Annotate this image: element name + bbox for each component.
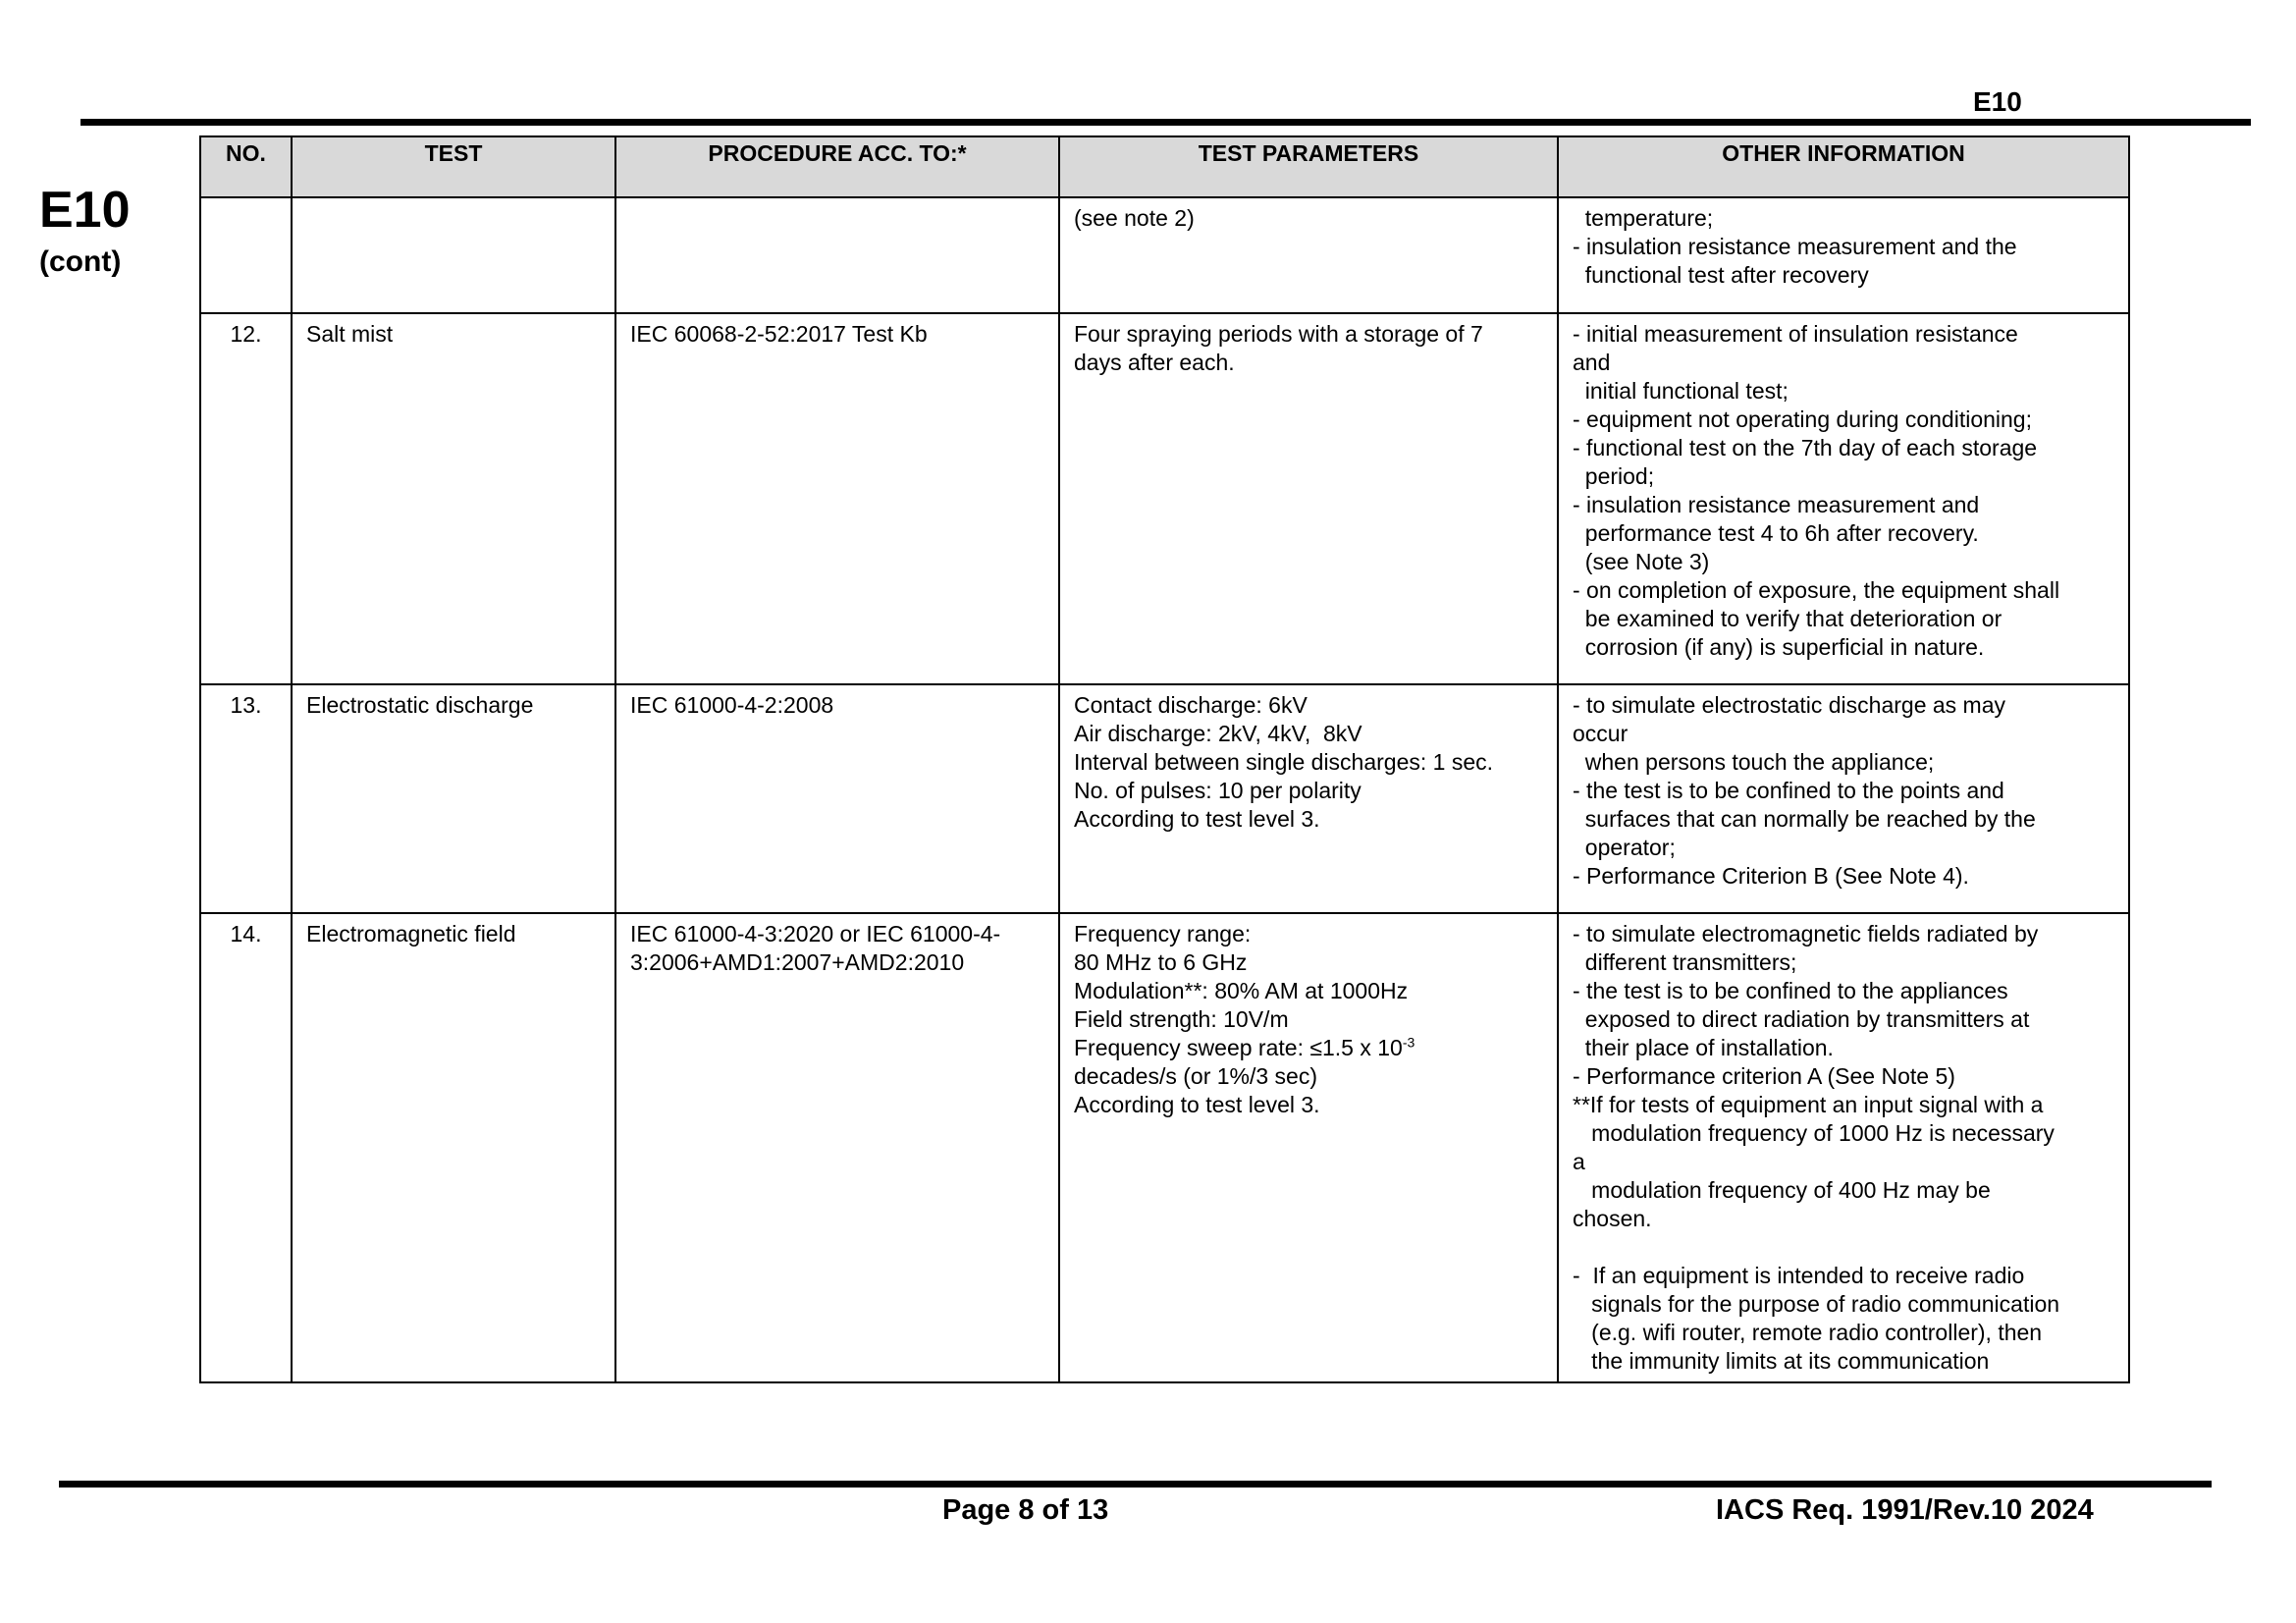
- info-line: - the test is to be confined to the appliances: [1573, 978, 2008, 1003]
- info-line: be examined to verify that deterioration or: [1573, 606, 2002, 631]
- parameter-line: days after each.: [1074, 350, 1235, 375]
- info-line: modulation frequency of 1000 Hz is necessary: [1573, 1120, 2055, 1146]
- info-line: - equipment not operating during conditioning;: [1573, 406, 2032, 432]
- info-line: - initial measurement of insulation resistance: [1573, 321, 2018, 347]
- info-line: - If an equipment is intended to receive radio: [1573, 1263, 2025, 1288]
- footer-rule: [59, 1481, 2212, 1488]
- cell-parameters: [1059, 197, 1558, 313]
- table-header-row: [200, 136, 2129, 197]
- info-line: - functional test on the 7th day of each storage: [1573, 435, 2038, 460]
- info-line: operator;: [1573, 835, 1676, 860]
- column-header-procedure: PROCEDURE ACC. TO:*: [615, 136, 1059, 197]
- table-row: [200, 913, 2129, 1382]
- cell-test: Salt mist: [292, 313, 615, 684]
- info-line: and: [1573, 350, 1611, 375]
- table-row: [200, 197, 2129, 313]
- sweep-rate-text: Frequency sweep rate: ≤1.5 x 10: [1074, 1035, 1403, 1060]
- info-line: signals for the purpose of radio communication: [1573, 1291, 2060, 1317]
- parameter-line: Field strength: 10V/m: [1074, 1006, 1289, 1032]
- side-document-code: E10: [39, 182, 131, 239]
- info-line: - insulation resistance measurement and: [1573, 492, 1980, 517]
- page-number: Page 8 of 13: [942, 1494, 1109, 1526]
- info-line: period;: [1573, 463, 1655, 489]
- info-line: initial functional test;: [1573, 378, 1789, 404]
- parameter-line: 80 MHz to 6 GHz: [1074, 949, 1248, 975]
- cell-procedure: [615, 197, 1059, 313]
- cell-parameters: [1059, 684, 1558, 913]
- cell-test: Electromagnetic field: [292, 913, 615, 1382]
- cell-test: [292, 197, 615, 313]
- parameter-line: Air discharge: 2kV, 4kV, 8kV: [1074, 721, 1362, 746]
- cell-no: 12.: [200, 313, 292, 684]
- cell-other-information: [1558, 684, 2129, 913]
- cell-other-information: [1558, 197, 2129, 313]
- info-line: chosen.: [1573, 1206, 1652, 1231]
- sweep-rate-exponent: -3: [1402, 1034, 1415, 1051]
- side-continued-label: (cont): [39, 245, 122, 278]
- header-document-code: E10: [1973, 86, 2022, 117]
- cell-procedure: [615, 913, 1059, 1382]
- cell-no: 14.: [200, 913, 292, 1382]
- parameter-line: No. of pulses: 10 per polarity: [1074, 778, 1362, 803]
- info-line: functional test after recovery: [1573, 262, 1869, 288]
- info-line: - Performance criterion A (See Note 5): [1573, 1063, 1955, 1089]
- info-line: - to simulate electromagnetic fields radiated by: [1573, 921, 2039, 947]
- parameter-line: According to test level 3.: [1074, 806, 1320, 832]
- cell-no: 13.: [200, 684, 292, 913]
- info-line: - on completion of exposure, the equipment shall: [1573, 577, 2060, 603]
- parameter-line: Frequency range:: [1074, 921, 1252, 947]
- blank-line: [1573, 1233, 2114, 1262]
- column-header-other-information: OTHER INFORMATION: [1558, 136, 2129, 197]
- document-reference: IACS Req. 1991/Rev.10 2024: [1716, 1494, 2094, 1526]
- info-line: - insulation resistance measurement and the: [1573, 234, 2017, 259]
- info-line: - the test is to be confined to the points and: [1573, 778, 2004, 803]
- info-line: surfaces that can normally be reached by the: [1573, 806, 2036, 832]
- info-line: (see Note 3): [1573, 549, 1710, 574]
- info-line: - to simulate electrostatic discharge as may: [1573, 692, 2006, 718]
- cell-other-information: [1558, 913, 2129, 1382]
- info-line: the immunity limits at its communication: [1573, 1348, 1990, 1374]
- cell-test: Electrostatic discharge: [292, 684, 615, 913]
- info-line: a: [1573, 1149, 1585, 1174]
- table-row: [200, 313, 2129, 684]
- info-line: corrosion (if any) is superficial in nature.: [1573, 634, 1985, 660]
- parameter-line: decades/s (or 1%/3 sec): [1074, 1063, 1318, 1089]
- parameter-line: Modulation**: 80% AM at 1000Hz: [1074, 978, 1409, 1003]
- parameter-line: Four spraying periods with a storage of 7: [1074, 321, 1483, 347]
- header-rule: [80, 119, 2251, 126]
- info-line: temperature;: [1573, 205, 1714, 231]
- cell-parameters: [1059, 313, 1558, 684]
- info-line: when persons touch the appliance;: [1573, 749, 1935, 775]
- cell-parameters: [1059, 913, 1558, 1382]
- procedure-line: 3:2006+AMD1:2007+AMD2:2010: [630, 949, 965, 975]
- info-line: - Performance Criterion B (See Note 4).: [1573, 863, 1969, 889]
- info-line: occur: [1573, 721, 1629, 746]
- parameter-line: Contact discharge: 6kV: [1074, 692, 1308, 718]
- info-line: **If for tests of equipment an input signal with a: [1573, 1092, 2044, 1117]
- column-header-test: TEST: [292, 136, 615, 197]
- cell-no: [200, 197, 292, 313]
- column-header-no: NO.: [200, 136, 292, 197]
- column-header-parameters: TEST PARAMETERS: [1059, 136, 1558, 197]
- test-requirements-table: [199, 135, 2130, 1383]
- cell-procedure: IEC 61000-4-2:2008: [615, 684, 1059, 913]
- sweep-rate-line: [1074, 1034, 1543, 1062]
- parameter-line: According to test level 3.: [1074, 1092, 1320, 1117]
- info-line: exposed to direct radiation by transmitters at: [1573, 1006, 2030, 1032]
- parameter-line: Interval between single discharges: 1 sec.: [1074, 749, 1494, 775]
- info-line: performance test 4 to 6h after recovery.: [1573, 520, 1979, 546]
- info-line: different transmitters;: [1573, 949, 1797, 975]
- parameter-line: (see note 2): [1074, 205, 1195, 231]
- cell-other-information: [1558, 313, 2129, 684]
- info-line: modulation frequency of 400 Hz may be: [1573, 1177, 1991, 1203]
- table-row: [200, 684, 2129, 913]
- info-line: their place of installation.: [1573, 1035, 1834, 1060]
- procedure-line: IEC 61000-4-3:2020 or IEC 61000-4-: [630, 921, 1001, 947]
- cell-procedure: IEC 60068-2-52:2017 Test Kb: [615, 313, 1059, 684]
- info-line: (e.g. wifi router, remote radio controller), then: [1573, 1320, 2043, 1345]
